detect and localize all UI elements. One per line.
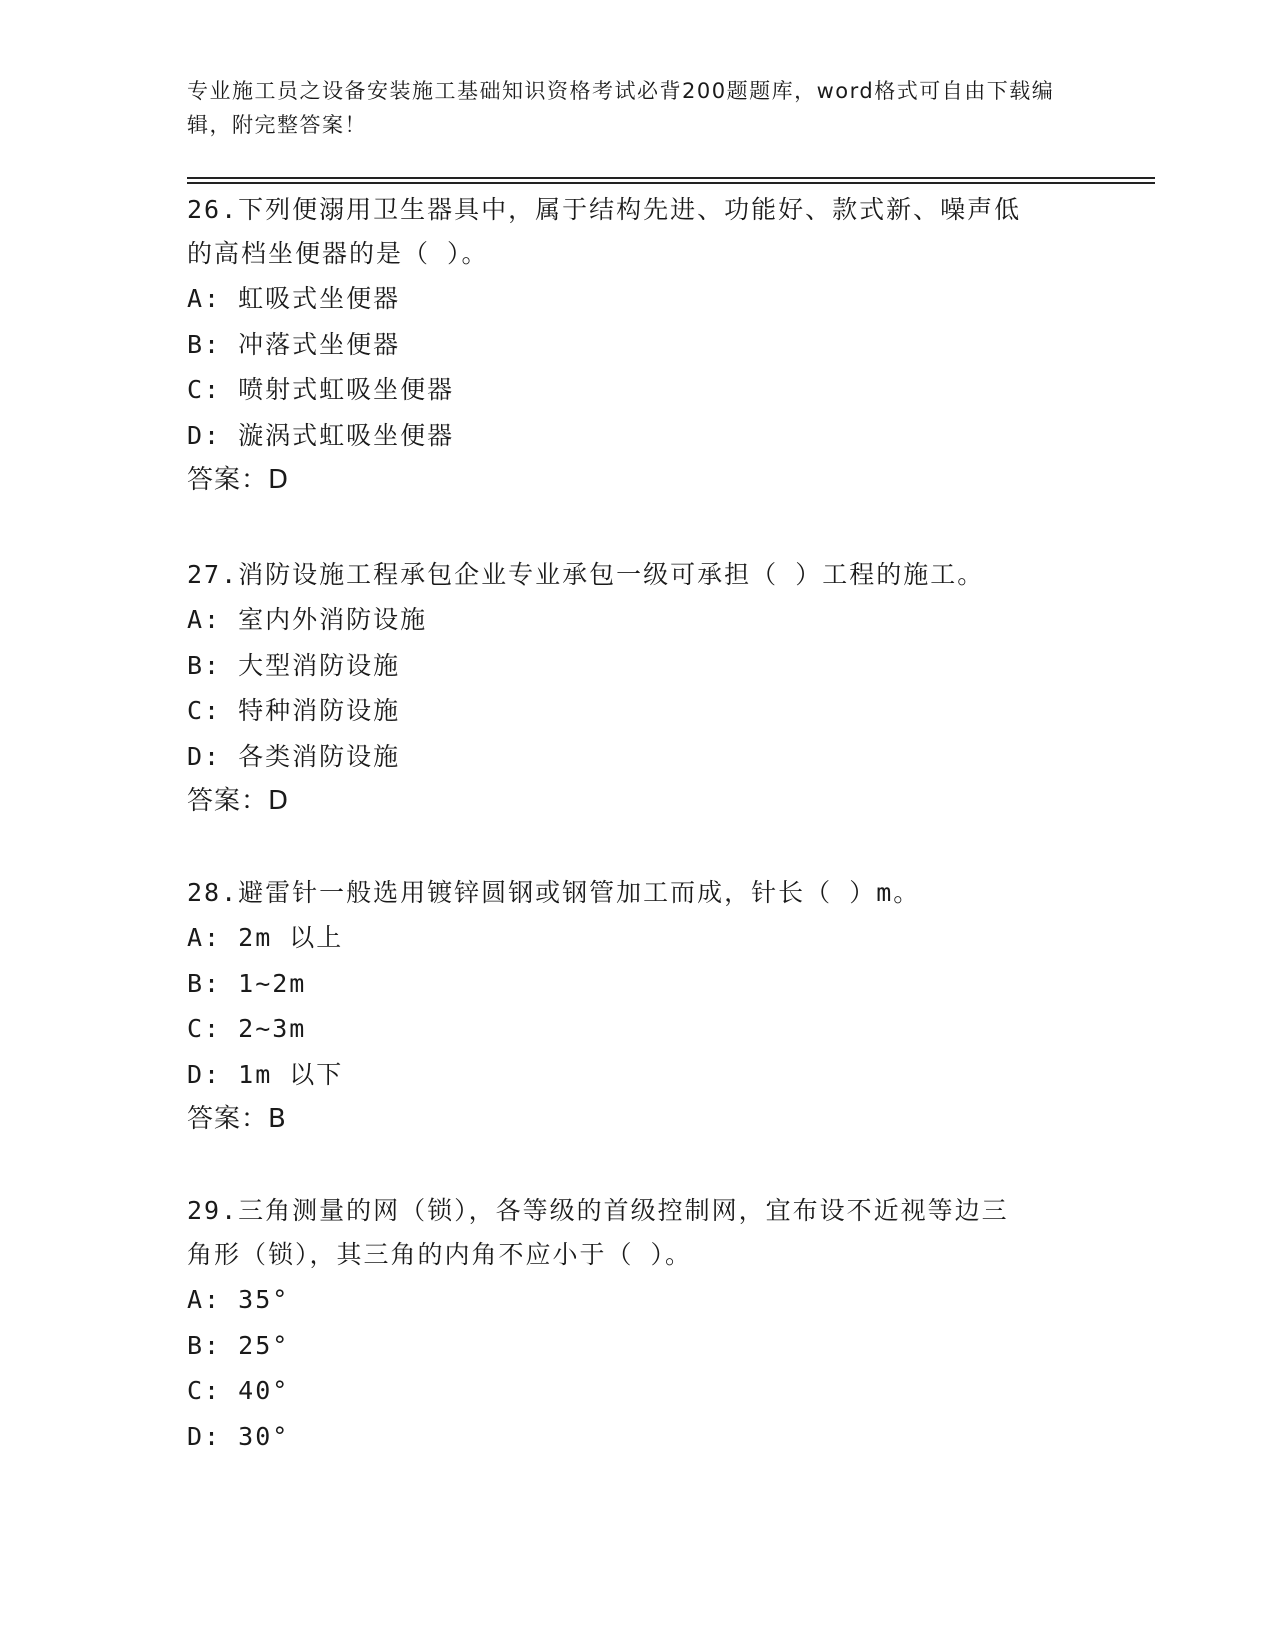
question-stem-line-1: 消防设施工程承包企业专业承包一级可承担（ ）工程的施工。 bbox=[238, 560, 985, 589]
question-number: 28. bbox=[187, 878, 239, 907]
option-a: A: 35° bbox=[187, 1285, 290, 1314]
header-divider-bottom bbox=[187, 182, 1155, 184]
option-d: D: 漩涡式虹吸坐便器 bbox=[187, 420, 455, 450]
question-28 bbox=[187, 871, 1087, 1141]
option-b: B: 冲落式坐便器 bbox=[187, 329, 401, 359]
answer-line: 答案：D bbox=[187, 465, 290, 495]
question-stem-line-1: 避雷针一般选用镀锌圆钢或钢管加工而成，针长（ ）m。 bbox=[238, 878, 921, 907]
option-d: D: 1m 以下 bbox=[187, 1059, 344, 1089]
option-c: C: 40° bbox=[187, 1376, 290, 1405]
question-stem bbox=[187, 1189, 1087, 1233]
option-c: C: 2~3m bbox=[187, 1014, 307, 1043]
option-b: B: 1~2m bbox=[187, 968, 307, 998]
question-stem bbox=[187, 188, 1087, 232]
question-stem-line-2: 的高档坐便器的是（ ）。 bbox=[187, 239, 489, 268]
question-stem-line-2: 角形（锁），其三角的内角不应小于（ ）。 bbox=[187, 1240, 693, 1269]
question-number: 26. bbox=[187, 195, 239, 224]
header-text: 专业施工员之设备安装施工基础知识资格考试必背200题题库，word格式可自由下载编辑，附完整答案！ bbox=[187, 79, 1055, 137]
option-a: A: 虹吸式坐便器 bbox=[187, 284, 401, 313]
option-b: B: 25° bbox=[187, 1330, 290, 1360]
header-divider-top bbox=[187, 177, 1155, 179]
question-stem bbox=[187, 871, 1087, 915]
answer-line: 答案：D bbox=[187, 786, 290, 816]
option-a: A: 室内外消防设施 bbox=[187, 605, 428, 634]
document-header bbox=[187, 74, 1067, 142]
question-number: 27. bbox=[187, 560, 239, 589]
option-b: B: 大型消防设施 bbox=[187, 650, 401, 680]
question-number: 29. bbox=[187, 1196, 239, 1225]
question-stem bbox=[187, 553, 1087, 597]
question-stem-line-1: 下列便溺用卫生器具中，属于结构先进、功能好、款式新、噪声低 bbox=[238, 195, 1022, 224]
option-c: C: 特种消防设施 bbox=[187, 696, 401, 725]
option-c: C: 喷射式虹吸坐便器 bbox=[187, 375, 455, 404]
question-29 bbox=[187, 1189, 1087, 1459]
answer-line: 答案：B bbox=[187, 1104, 287, 1134]
option-a: A: 2m 以上 bbox=[187, 923, 344, 952]
option-d: D: 各类消防设施 bbox=[187, 741, 401, 771]
option-d: D: 30° bbox=[187, 1421, 290, 1451]
question-27 bbox=[187, 553, 1087, 823]
question-26 bbox=[187, 188, 1087, 502]
question-stem-line-1: 三角测量的网（锁），各等级的首级控制网，宜布设不近视等边三 bbox=[238, 1196, 1009, 1225]
